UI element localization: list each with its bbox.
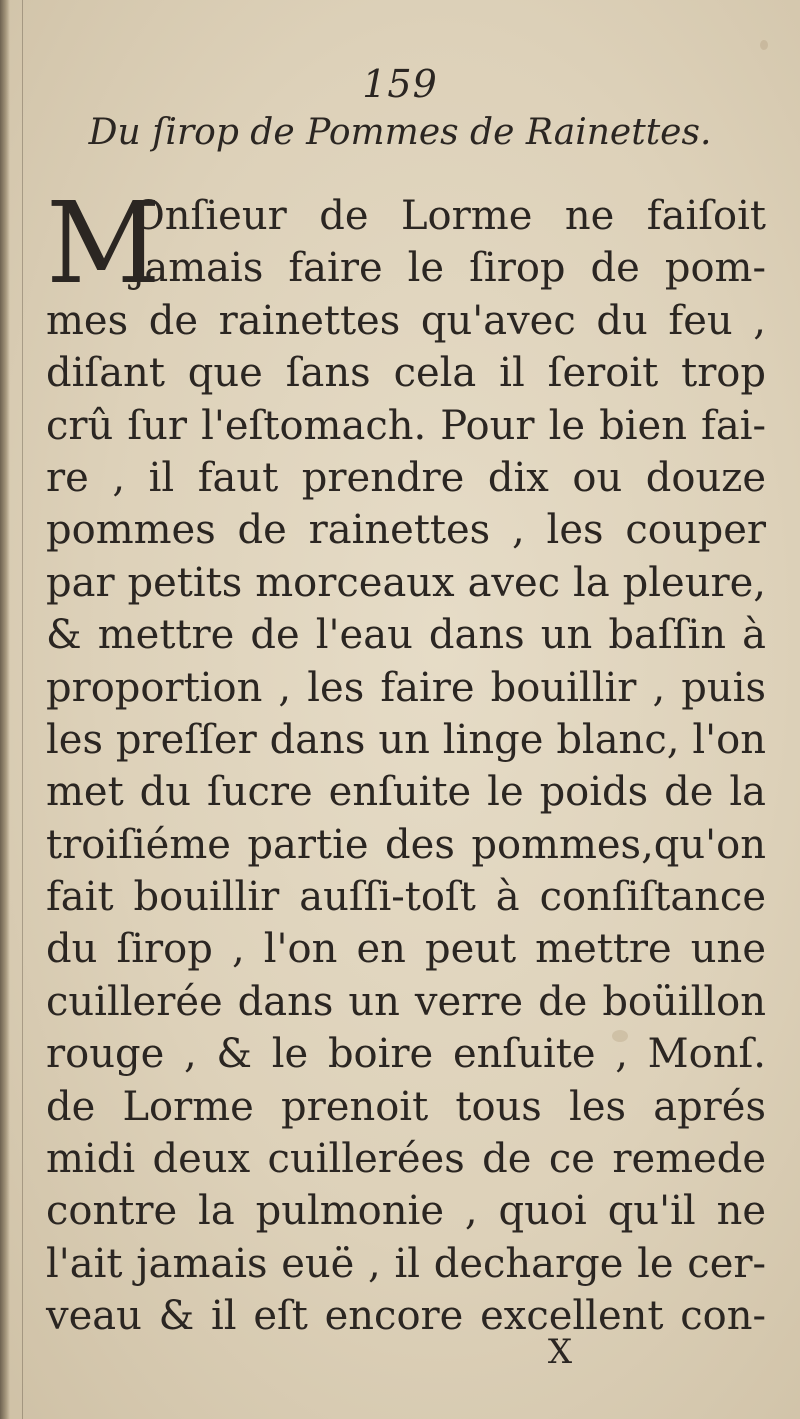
body-text: [46, 179, 766, 1343]
text-line: rouge , & le boire enſuite , Monſ.: [46, 1031, 766, 1078]
text-line: cuillerée dans un verre de boüillon: [46, 978, 766, 1025]
text-line: mes de rainettes qu'avec du feu ,: [46, 297, 766, 344]
page-number: 159: [362, 62, 438, 106]
text-line: les preſſer dans un linge blanc, l'on: [46, 716, 766, 763]
text-line: jamais faire le ſirop de pom-: [132, 245, 766, 292]
signature-mark: X: [547, 1332, 573, 1372]
text-line: du ſirop , l'on en peut mettre une: [46, 926, 766, 973]
text-line: de Lorme prenoit tous les aprés: [46, 1083, 766, 1130]
text-line: par petits morceaux avec la pleure,: [46, 559, 766, 606]
text-line: & mettre de l'eau dans un baſſin à: [46, 612, 766, 659]
binding-edge: [0, 0, 10, 1419]
text-line: Onſieur de Lorme ne faiſoit: [132, 193, 766, 239]
text-line: re , il faut prendre dix ou douze: [46, 454, 766, 501]
text-line: diſant que ſans cela il ſeroit trop: [46, 350, 766, 397]
foxing-spot: [760, 40, 768, 50]
text-line: midi deux cuillerées de ce remede: [46, 1136, 766, 1183]
text-line: l'ait jamais euë , il decharge le cer-: [46, 1240, 766, 1287]
text-line: fait bouillir auſſi-toſt à conſiſtance: [46, 874, 766, 921]
text-line: veau & il eſt encore excellent con-: [46, 1293, 766, 1340]
text-line: met du ſucre enſuite le poids de la: [46, 769, 766, 816]
text-line: crû ſur l'eſtomach. Pour le bien fai-: [46, 402, 766, 449]
text-line: proportion , les faire bouillir , puis: [46, 664, 766, 711]
drop-cap: M: [46, 179, 161, 309]
text-line: troiſiéme partie des pommes,qu'on: [46, 821, 766, 868]
running-title: Du ſirop de Pommes de Rainettes.: [88, 112, 712, 153]
text-line: contre la pulmonie , quoi qu'il ne: [46, 1188, 766, 1235]
text-line: pommes de rainettes , les couper: [46, 507, 766, 554]
page-margin-line: [22, 0, 23, 1419]
